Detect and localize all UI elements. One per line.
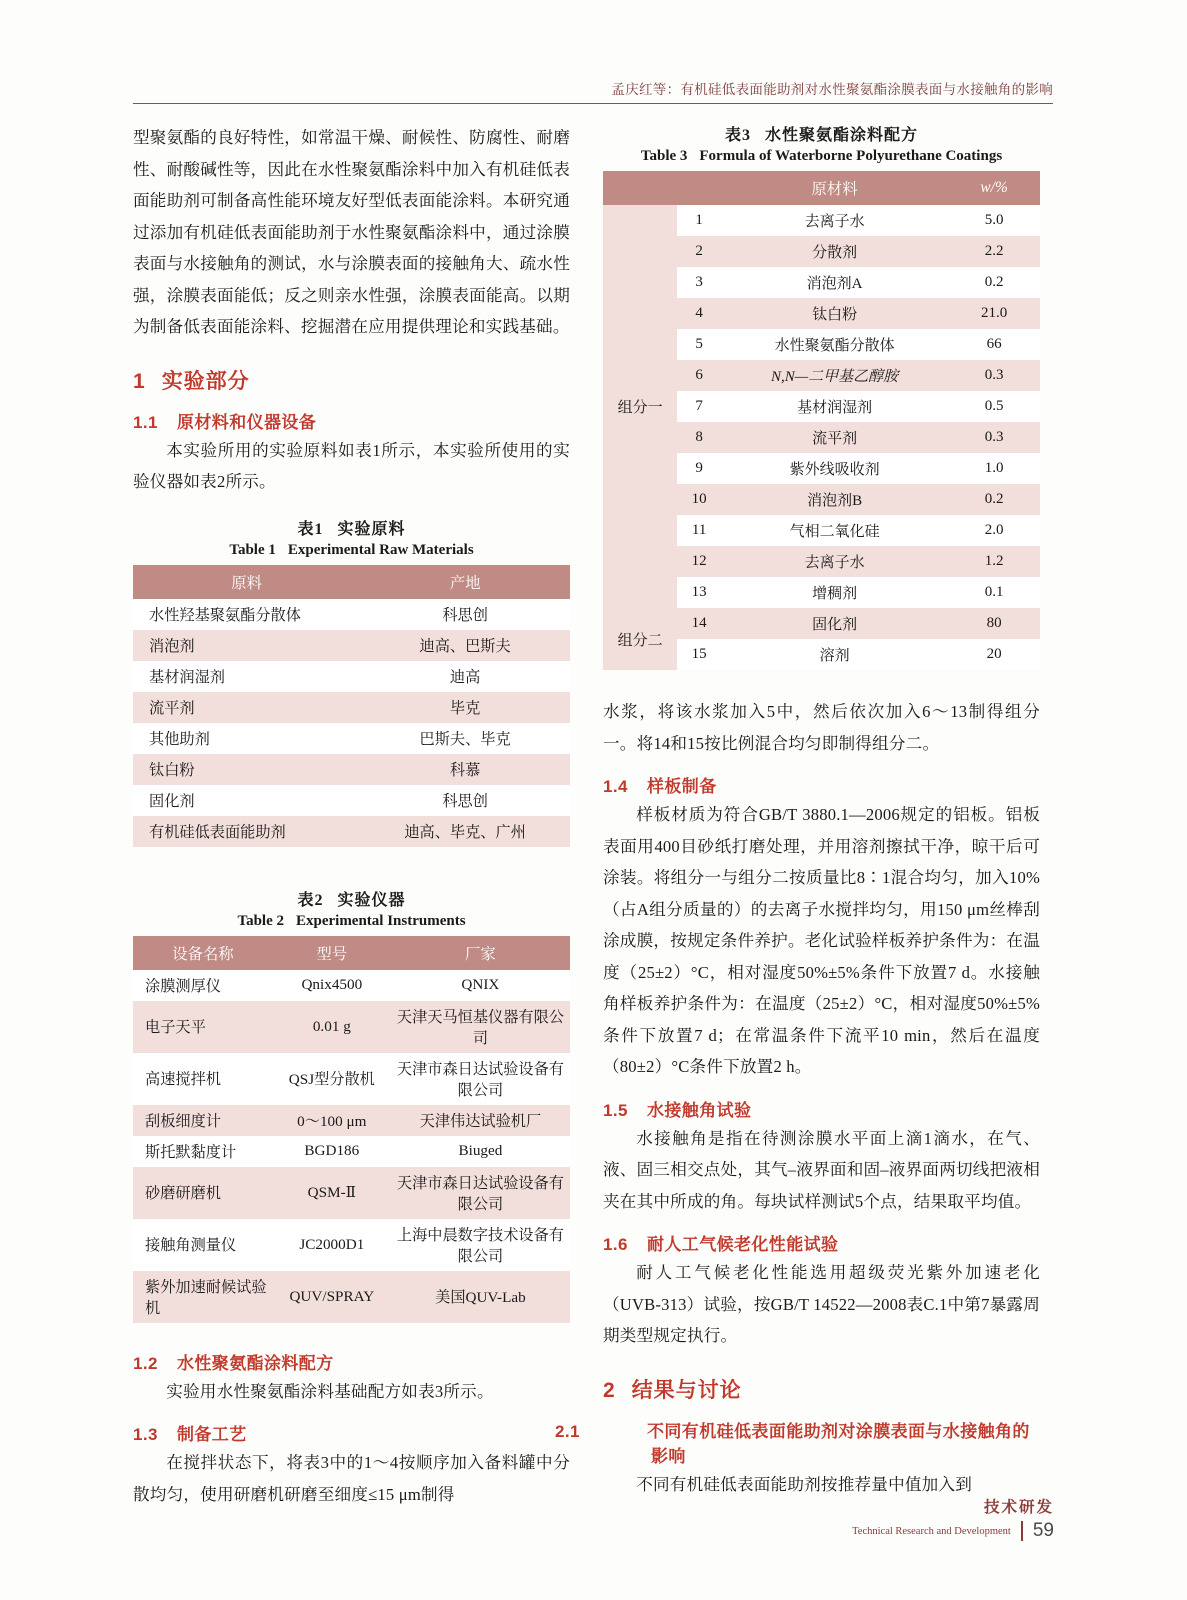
table-3-cell: 66 xyxy=(948,329,1040,360)
table-2-cell: 涂膜测厚仪 xyxy=(133,970,273,1001)
table-2-cell: 砂磨研磨机 xyxy=(133,1167,273,1219)
table-1-header-row xyxy=(133,565,570,599)
table-3-cell: N,N—二甲基乙醇胺 xyxy=(721,360,948,391)
subsection-number-1-1: 1.1 xyxy=(133,412,158,432)
table-2-col-1: 型号 xyxy=(273,936,391,970)
subsection-heading-1-6 xyxy=(603,1230,1040,1255)
table-1-head xyxy=(133,565,570,599)
table-3-cell: 4 xyxy=(677,298,721,329)
section-number-1: 1 xyxy=(133,369,146,393)
table-3-cell: 0.2 xyxy=(948,267,1040,298)
table-2-cell: JC2000D1 xyxy=(273,1219,391,1271)
table-3-cell: 1.2 xyxy=(948,546,1040,577)
table-3-cell: 0.3 xyxy=(948,360,1040,391)
table-3-cell: 钛白粉 xyxy=(721,298,948,329)
table-3-cell: 紫外线吸收剂 xyxy=(721,453,948,484)
table-1 xyxy=(133,565,570,847)
table-row xyxy=(133,1001,570,1053)
subsection-number-1-4: 1.4 xyxy=(603,777,628,796)
table-row xyxy=(133,1136,570,1167)
table-2-cell: 刮板细度计 xyxy=(133,1105,273,1136)
table-3-cell: 8 xyxy=(677,422,721,453)
table-1-caption-en: Experimental Raw Materials xyxy=(287,541,474,558)
table-2-cell: 天津市森日达试验设备有限公司 xyxy=(391,1053,570,1105)
table-2-cell: 天津市森日达试验设备有限公司 xyxy=(391,1167,570,1219)
table-3-header-row xyxy=(603,171,1040,205)
table-2-cell: QNIX xyxy=(391,970,570,1001)
footer-brand-cn: 技术研发 xyxy=(983,1499,1054,1516)
table-row xyxy=(133,1219,570,1271)
table-1-title-en xyxy=(133,542,570,559)
table-row xyxy=(133,599,570,630)
left-column xyxy=(133,122,570,1510)
table-3-cell: 2 xyxy=(677,236,721,267)
section-number-2: 2 xyxy=(603,1378,616,1402)
table-2-title-cn xyxy=(133,887,570,910)
table-1-body xyxy=(133,599,570,847)
table-3-cell: 消泡剂B xyxy=(721,484,948,515)
table-1-cell: 水性羟基聚氨酯分散体 xyxy=(133,599,360,630)
table-1-cell: 钛白粉 xyxy=(133,754,360,785)
table-1-cell: 巴斯夫、毕克 xyxy=(360,723,570,754)
table-row xyxy=(133,1271,570,1323)
table-3-cell: 12 xyxy=(677,546,721,577)
subsection-number-1-6: 1.6 xyxy=(603,1235,628,1254)
table-3-cell: 2.2 xyxy=(948,236,1040,267)
table-2-cell: QSJ型分散机 xyxy=(273,1053,391,1105)
subsection-title-1-4: 样板制备 xyxy=(647,777,717,796)
subsection-heading-1-3 xyxy=(133,1420,570,1445)
table-3-cell: 1 xyxy=(677,205,721,236)
table-1-cell: 固化剂 xyxy=(133,785,360,816)
table-3-cell: 0.1 xyxy=(948,577,1040,608)
section-2-1-text: 不同有机硅低表面能助剂按推荐量中值加入到 xyxy=(636,1474,973,1494)
table-2 xyxy=(133,936,570,1323)
footer-divider xyxy=(1021,1521,1023,1541)
table-2-label-en: Table 2 xyxy=(237,912,284,929)
table-2-cell: 0～100 μm xyxy=(273,1105,391,1136)
section-1-6-text: 耐人工气候老化性能选用超级荧光紫外加速老化（UVB-313）试验，按GB/T 14522—2008表C.1中第7暴露周期类型规定执行。 xyxy=(603,1263,1040,1345)
table-2-cell: 高速搅拌机 xyxy=(133,1053,273,1105)
table-3-group-2-label: 组分二 xyxy=(603,608,677,670)
table-3-cell: 流平剂 xyxy=(721,422,948,453)
subsection-heading-1-1 xyxy=(133,408,570,433)
table-2-cell: 斯托默黏度计 xyxy=(133,1136,273,1167)
section-title-2: 结果与讨论 xyxy=(631,1378,742,1402)
table-row xyxy=(133,1167,570,1219)
table-3-cell: 21.0 xyxy=(948,298,1040,329)
table-3-cell: 消泡剂A xyxy=(721,267,948,298)
table-3-cell: 气相二氧化硅 xyxy=(721,515,948,546)
table-3-col-material: 原材料 xyxy=(721,171,948,205)
table-3-cell: 0.2 xyxy=(948,484,1040,515)
table-2-cell: 0.01 g xyxy=(273,1001,391,1053)
table-3-cell: 0.3 xyxy=(948,422,1040,453)
table-3-cell: 1.0 xyxy=(948,453,1040,484)
table-3-cell: 去离子水 xyxy=(721,205,948,236)
table-3-cell: 2.0 xyxy=(948,515,1040,546)
table-2-caption-en: Experimental Instruments xyxy=(295,912,466,929)
table-3-group-1-label: 组分一 xyxy=(603,205,677,608)
table-3-title-cn xyxy=(603,122,1040,145)
table-2-cell: 上海中晨数字技术设备有限公司 xyxy=(391,1219,570,1271)
subsection-number-2-1: 2.1 xyxy=(555,1421,580,1441)
table-2-title-en xyxy=(133,913,570,930)
table-3-caption-en: Formula of Waterborne Polyurethane Coatings xyxy=(699,148,1003,164)
table-3-caption-cn: 水性聚氨酯涂料配方 xyxy=(765,127,919,144)
table-3-cell: 7 xyxy=(677,391,721,422)
table-3-cell: 9 xyxy=(677,453,721,484)
section-1-1-text: 本实验所用的实验原料如表1所示，本实验所使用的实验仪器如表2所示。 xyxy=(133,440,570,491)
table-1-cell: 有机硅低表面能助剂 xyxy=(133,816,360,847)
table-2-cell: 电子天平 xyxy=(133,1001,273,1053)
table-2-cell: 天津天马恒基仪器有限公司 xyxy=(391,1001,570,1053)
table-3-body xyxy=(603,205,1040,670)
table-3-cell: 14 xyxy=(677,608,721,639)
subsection-number-1-2: 1.2 xyxy=(133,1353,158,1373)
table-3-cell: 80 xyxy=(948,608,1040,639)
table-1-label-en: Table 1 xyxy=(229,541,276,558)
section-heading-1 xyxy=(133,365,570,395)
table-2-caption-cn: 实验仪器 xyxy=(337,891,406,909)
table-1-title-cn xyxy=(133,516,570,539)
table-3-wrapper xyxy=(603,122,1040,670)
subsection-number-1-5: 1.5 xyxy=(603,1100,628,1120)
table-1-col-1: 产地 xyxy=(360,565,570,599)
page-footer xyxy=(852,1495,1054,1542)
section-title-1: 实验部分 xyxy=(161,369,250,393)
table-row xyxy=(133,1053,570,1105)
page-number: 59 xyxy=(1032,1520,1054,1541)
section-1-5-text: 水接触角是指在待测涂膜水平面上滴1滴水，在气、液、固三相交点处，其气–液界面和固–液界面两切线把液相夹在其中所成的角。每块试样测试5个点，结果取平均值。 xyxy=(603,1128,1040,1211)
table-1-cell: 消泡剂 xyxy=(133,630,360,661)
table-2-cell: QSM-Ⅱ xyxy=(273,1167,391,1219)
table-row xyxy=(133,661,570,692)
subsection-title-1-6: 耐人工气候老化性能试验 xyxy=(647,1235,839,1254)
table-3 xyxy=(603,171,1040,670)
table-3-cell: 5 xyxy=(677,329,721,360)
table-2-cell: 紫外加速耐候试验机 xyxy=(133,1271,273,1323)
table-3-cell: 固化剂 xyxy=(721,608,948,639)
table-row xyxy=(603,205,1040,236)
table-3-cell: 分散剂 xyxy=(721,236,948,267)
table-2-body xyxy=(133,970,570,1323)
subsection-heading-1-2 xyxy=(133,1349,570,1374)
table-1-cell: 科慕 xyxy=(360,754,570,785)
table-3-cell: 20 xyxy=(948,639,1040,670)
table-1-cell: 迪高、巴斯夫 xyxy=(360,630,570,661)
footer-line xyxy=(852,1520,1054,1542)
table-1-caption-cn: 实验原料 xyxy=(337,520,406,538)
table-3-col-weight: w/% xyxy=(948,171,1040,205)
subsection-title-1-2: 水性聚氨酯涂料配方 xyxy=(177,1353,334,1373)
subsection-heading-2-1 xyxy=(555,1417,1040,1467)
table-1-cell: 科思创 xyxy=(360,599,570,630)
table-row xyxy=(133,816,570,847)
table-1-cell: 毕克 xyxy=(360,692,570,723)
table-3-label-en: Table 3 xyxy=(640,148,688,164)
table-3-col-blank xyxy=(603,171,721,205)
table-row xyxy=(133,754,570,785)
table-2-col-2: 厂家 xyxy=(391,936,570,970)
table-2-cell: 接触角测量仪 xyxy=(133,1219,273,1271)
right-column xyxy=(555,122,1040,1500)
table-3-cell: 溶剂 xyxy=(721,639,948,670)
table-row xyxy=(133,692,570,723)
table-3-head xyxy=(603,171,1040,205)
table-3-cell: 11 xyxy=(677,515,721,546)
subsection-title-2-1: 不同有机硅低表面能助剂对涂膜表面与水接触角的影响 xyxy=(647,1421,1030,1466)
table-2-label-cn: 表2 xyxy=(297,891,324,909)
section-1-4-text: 样板材质为符合GB/T 3880.1—2006规定的铝板。铝板表面用400目砂纸打磨处理，并用溶剂擦拭干净，晾干后可涂装。将组分一与组分二按质量比8∶1混合均匀，加入10%（占A组分质量的）的去离子水搅拌均匀，用150 μm丝棒刮涂成膜，按规定条件养护。老化试验样板养护条件为：在温度（25±2）°C，相对湿度50%±5%条件下放置7 d。水接触角样板养护条件为：在温度（25±2）°C，相对湿度50%±5%条件下放置7 d；在常温条件下流平10 min，然后在温度（80±2）°C条件下放置2 h。 xyxy=(603,805,1040,1076)
section-1-2-text: 实验用水性聚氨酯涂料基础配方如表3所示。 xyxy=(166,1381,494,1401)
section-1-3-text: 在搅拌状态下，将表3中的1～4按顺序加入备料罐中分散均匀，使用研磨机研磨至细度≤15 μm制得 xyxy=(133,1453,570,1504)
table-2-head xyxy=(133,936,570,970)
table-row xyxy=(133,1105,570,1136)
footer-brand-en: Technical Research and Development xyxy=(852,1525,1011,1537)
subsection-number-1-3: 1.3 xyxy=(133,1425,158,1444)
table-3-cell: 基材润湿剂 xyxy=(721,391,948,422)
table-3-cell: 3 xyxy=(677,267,721,298)
table-1-col-0: 原料 xyxy=(133,565,360,599)
table-3-cell: 增稠剂 xyxy=(721,577,948,608)
table-row xyxy=(133,723,570,754)
table-row xyxy=(603,608,1040,639)
table-2-cell: BGD186 xyxy=(273,1136,391,1167)
table-1-cell: 基材润湿剂 xyxy=(133,661,360,692)
table-2-cell: QUV/SPRAY xyxy=(273,1271,391,1323)
continuation-paragraph: 水浆，将该水浆加入5中，然后依次加入6～13制得组分一。将14和15按比例混合均匀即制得组分二。 xyxy=(603,702,1040,753)
table-3-cell: 0.5 xyxy=(948,391,1040,422)
table-3-label-cn: 表3 xyxy=(724,127,751,144)
subsection-heading-1-5 xyxy=(603,1096,1040,1121)
table-1-cell: 流平剂 xyxy=(133,692,360,723)
table-3-cell: 5.0 xyxy=(948,205,1040,236)
table-1-cell: 迪高、毕克、广州 xyxy=(360,816,570,847)
table-1-label-cn: 表1 xyxy=(297,520,324,538)
table-1-cell: 其他助剂 xyxy=(133,723,360,754)
table-2-wrapper xyxy=(133,887,570,1323)
running-header: 孟庆红等：有机硅低表面能助剂对水性聚氨酯涂膜表面与水接触角的影响 xyxy=(611,82,1053,97)
table-3-cell: 15 xyxy=(677,639,721,670)
table-2-header-row xyxy=(133,936,570,970)
table-2-cell: Qnix4500 xyxy=(273,970,391,1001)
subsection-title-1-1: 原材料和仪器设备 xyxy=(177,412,317,432)
table-3-cell: 10 xyxy=(677,484,721,515)
table-3-cell: 13 xyxy=(677,577,721,608)
table-2-col-0: 设备名称 xyxy=(133,936,273,970)
subsection-title-1-5: 水接触角试验 xyxy=(647,1100,752,1120)
table-3-cell: 去离子水 xyxy=(721,546,948,577)
table-1-wrapper xyxy=(133,516,570,847)
table-row xyxy=(133,785,570,816)
table-3-title-en xyxy=(603,148,1040,165)
table-2-cell: 美国QUV-Lab xyxy=(391,1271,570,1323)
table-2-cell: 天津伟达试验机厂 xyxy=(391,1105,570,1136)
table-3-cell: 6 xyxy=(677,360,721,391)
table-row xyxy=(133,630,570,661)
table-1-cell: 科思创 xyxy=(360,785,570,816)
subsection-title-1-3: 制备工艺 xyxy=(177,1425,247,1444)
section-heading-2 xyxy=(603,1374,1040,1404)
subsection-heading-1-4 xyxy=(603,772,1040,797)
intro-paragraph: 型聚氨酯的良好特性，如常温干燥、耐候性、防腐性、耐磨性、耐酸碱性等，因此在水性聚氨酯涂料中加入有机硅低表面能助剂可制备高性能环境友好型低表面能涂料。本研究通过添加有机硅低表面能助剂于水性聚氨酯涂料中，通过涂膜表面与水接触角的测试，水与涂膜表面的接触角大、疏水性强，涂膜表面能低；反之则亲水性强，涂膜表面能高。以期为制备低表面能涂料、挖掘潜在应用提供理论和实践基础。 xyxy=(133,128,570,336)
table-2-cell: Biuged xyxy=(391,1136,570,1167)
table-row xyxy=(133,970,570,1001)
header-rule xyxy=(133,103,1053,104)
table-3-cell: 水性聚氨酯分散体 xyxy=(721,329,948,360)
table-1-cell: 迪高 xyxy=(360,661,570,692)
